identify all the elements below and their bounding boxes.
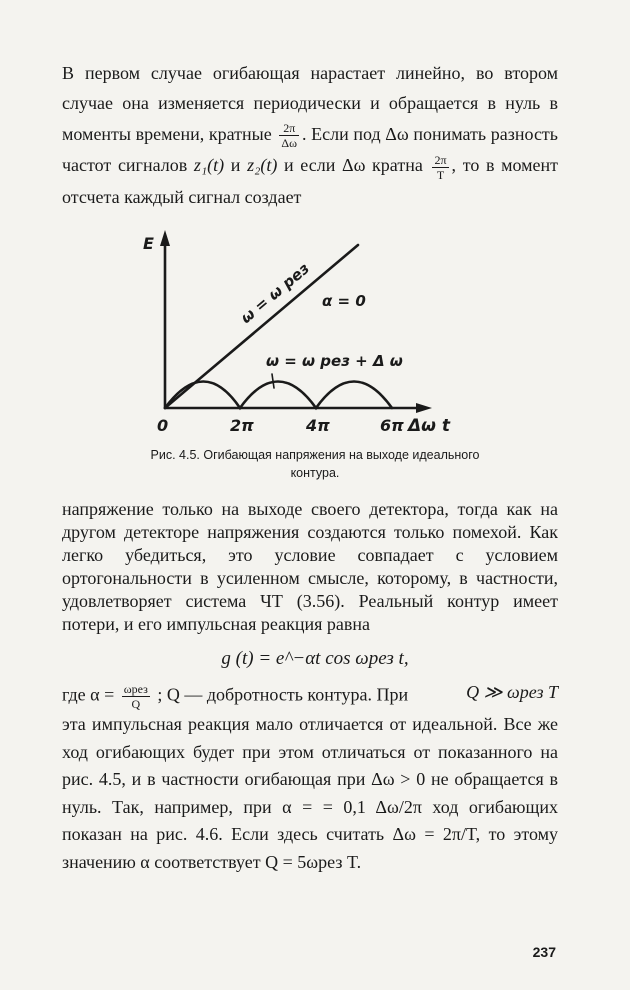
intro-text-b: . Если под Δω понимать разность частот сигналов — [62, 123, 559, 176]
intro-text: В первом случае огибающая нарастает линейно, во втором случае она изменяется периодически и обращается в нуль в моменты времени, кратные — [62, 63, 558, 144]
x-axis-arrow — [416, 403, 432, 413]
figure-caption: Рис. 4.5. Огибающая напряжения на выходе идеального контура. — [150, 448, 480, 480]
line-label: ω = ω рез — [237, 259, 313, 328]
paragraph-intro: В первом случае огибающая нарастает линейно, во втором случае она изменяется периодически и обращается в нуль в моменты времени, кратные $\frac{2\pi}{\Delta\omega}$ . Если под Δω понимать разность частот сигналов z₁(t) и z₂(t) и если Δω кратна $\frac{2\pi}{T}$ , то в момент отсчета каждый сигнал создает — [62, 63, 559, 207]
tick-label-4pi: 4π — [306, 416, 330, 435]
signal-z1: z₁(t) — [193, 155, 225, 176]
paragraph-real-circuit: эта импульсная реакция мало отличается от идеальной. Все же ход огибающих будет при этом отличаться от показанного на рис. 4.5, и в частности огибающая при Δω > 0 не обращается в нуль. Так, например, при α = = 0,1 Δω/2π ход огибающих показан на рис. 4.6. Если здесь считать Δω = 2π/T, то этому значению α соответствует Q = 5ωрез T. — [62, 714, 558, 872]
alpha-label: α = 0 — [322, 292, 366, 310]
paragraph-continuation: напряжение только на выходе своего детектора, тогда как на другом детекторе напряжения создаются только помехой. Как легко убедиться, это условие совпадает с условием ортогональности в усиленном смысле, которому, в частности, удовлетворяет система ЧТ (3.56). Реальный контур имеет потери, и его импульсная реакция равна — [62, 499, 558, 634]
y-axis-label: E — [143, 234, 154, 253]
fraction-2pi-over-domega: $\frac{2\pi}{\Delta\omega}$ — [281, 121, 298, 151]
periodic-envelope-curve — [165, 382, 392, 409]
alpha-definition-line: где α = $\frac{\text{ωрез}}{Q}$ ; Q — добротность контура. При Q ≫ ωрез T — [62, 682, 558, 711]
signal-z2: z₂(t) — [247, 155, 278, 176]
page-number: 237 — [532, 944, 556, 960]
y-axis-arrow — [160, 230, 170, 246]
x-axis-label: Δω t — [408, 416, 450, 436]
intro-text-d: , то в момент отсчета каждый сигнал создает — [62, 155, 559, 207]
tick-label-2pi: 2π — [230, 416, 254, 435]
fraction-2pi-over-T: $\frac{2\pi}{T}$ — [434, 152, 447, 182]
fraction-omega-over-Q: $\frac{\text{ωрез}}{Q}$ — [123, 682, 148, 711]
curve-label: ω = ω рез + Δ ω — [266, 352, 403, 370]
curve-label-leader — [272, 374, 274, 388]
origin-label: 0 — [157, 416, 169, 435]
tick-label-6pi: 6π — [380, 416, 404, 435]
quality-condition: Q ≫ ωрез T — [466, 682, 558, 702]
impulse-response-formula: g (t) = e^−αt cos ωрез t, — [221, 648, 409, 669]
intro-text-c: и если Δω кратна — [284, 155, 423, 176]
